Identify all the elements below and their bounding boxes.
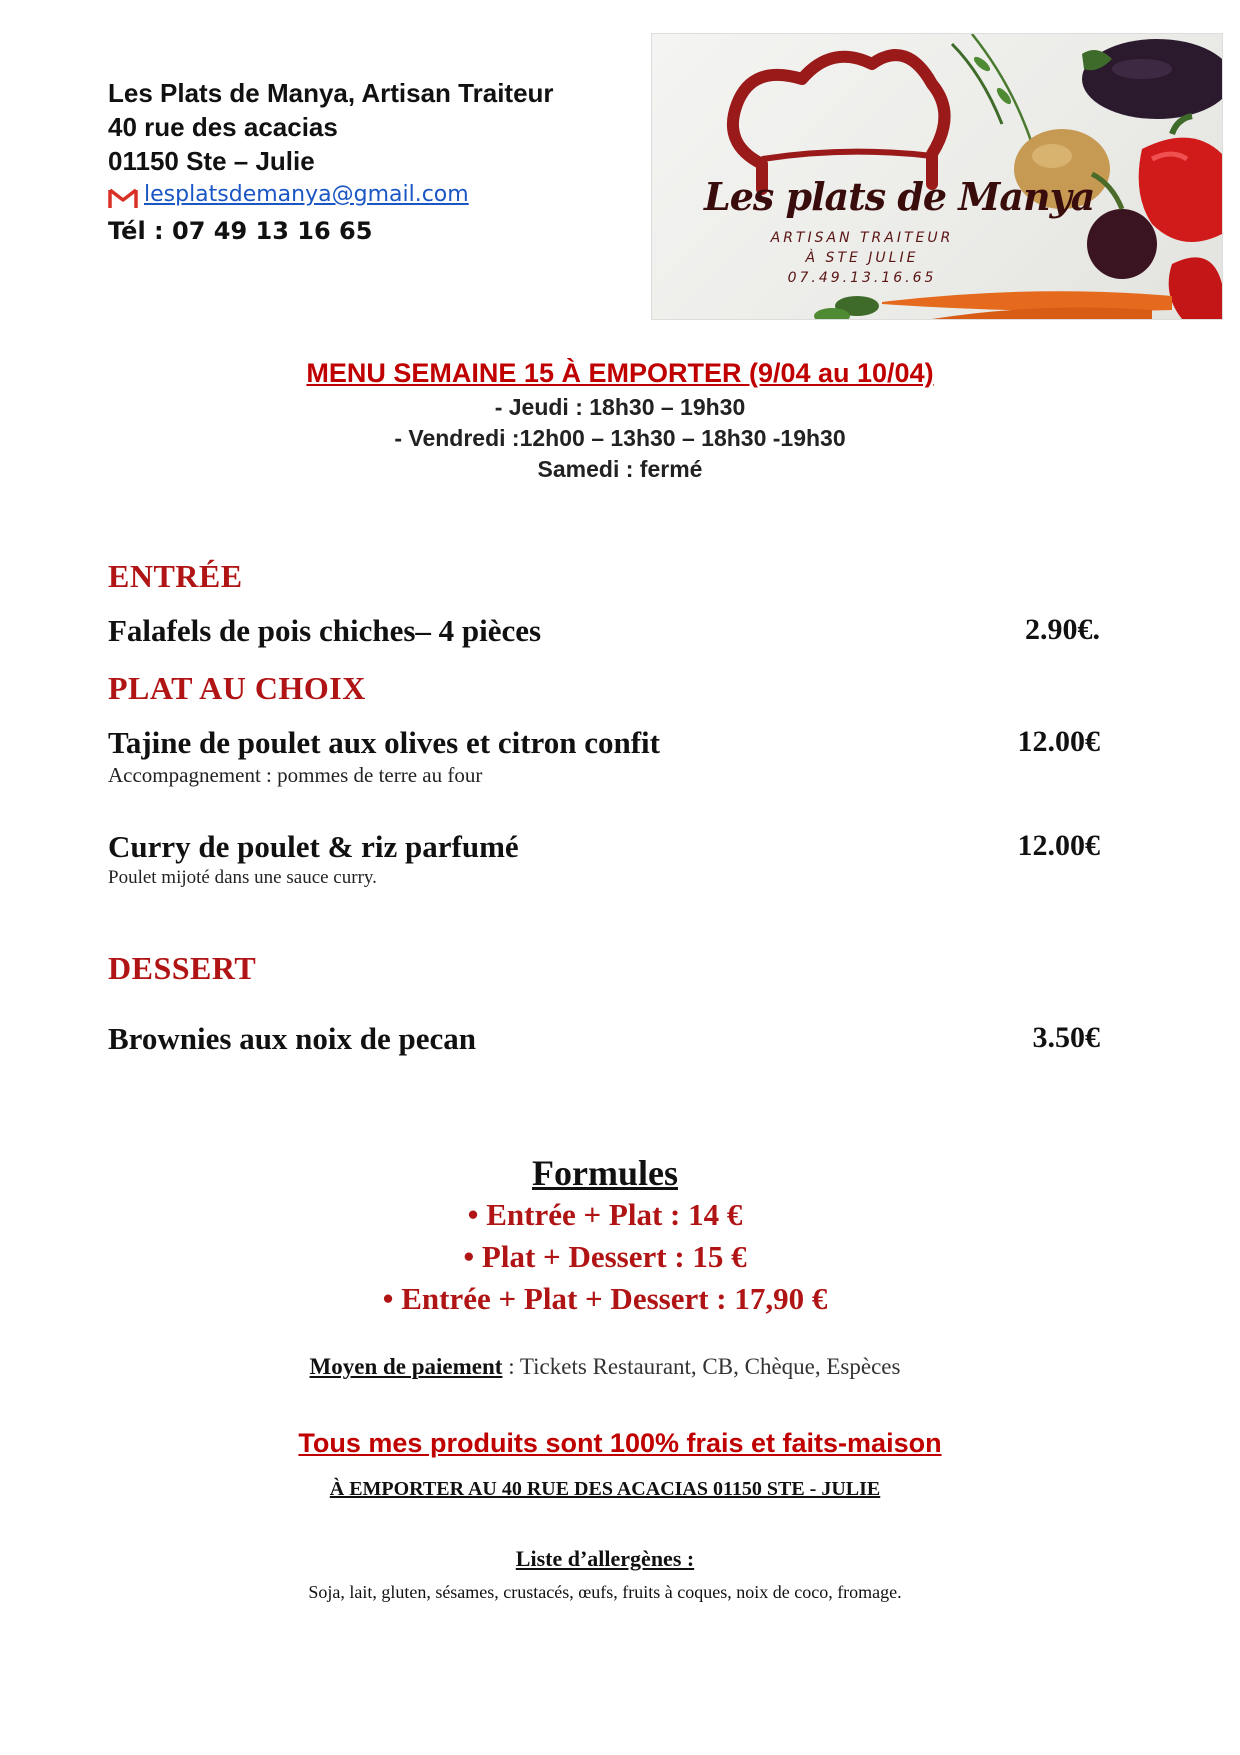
logo-subtitle-craft: ARTISAN TRAITEUR <box>770 230 954 246</box>
fresh-statement-text: Tous mes produits sont 100% frais et faits-maison <box>298 1428 942 1458</box>
plat-item-price-2: 12.00€ <box>1017 829 1100 862</box>
hours-thursday: - Jeudi : 18h30 – 19h30 <box>494 394 746 420</box>
email-link[interactable]: lesplatsdemanya@gmail.com <box>144 182 469 207</box>
allergens-title-text: Liste d’allergènes : <box>515 1546 695 1571</box>
section-title-plat: PLAT AU CHOIX <box>108 670 366 706</box>
logo-subtitle-location: À STE JULIE <box>805 250 919 266</box>
menu-title <box>0 358 1240 389</box>
dessert-item-price: 3.50€ <box>1032 1021 1100 1054</box>
entree-item-price: 2.90€. <box>1025 613 1100 646</box>
email-row <box>108 178 554 212</box>
allergens-list: Soja, lait, gluten, sésames, crustacés, œufs, fruits à coques, noix de coco, fromage. <box>308 1582 902 1602</box>
plat-item-name-1: Tajine de poulet aux olives et citron confit <box>108 725 660 760</box>
formule-entree-plat: • Entrée + Plat : 14 € <box>467 1197 743 1232</box>
plat-item-desc-1: Accompagnement : pommes de terre au four <box>108 763 483 787</box>
section-title-entree: ENTRÉE <box>108 558 243 594</box>
payment-value: : Tickets Restaurant, CB, Chèque, Espèces <box>502 1354 901 1379</box>
plat-item-name-2: Curry de poulet & riz parfumé <box>108 829 519 864</box>
formules-title-text: Formules <box>532 1153 678 1193</box>
dessert-item-name: Brownies aux noix de pecan <box>108 1021 477 1056</box>
section-title-dessert: DESSERT <box>108 950 257 986</box>
phone-number: Tél : 07 49 13 16 65 <box>108 217 373 245</box>
formules-title <box>0 1152 1210 1194</box>
hours-saturday: Samedi : fermé <box>537 456 703 482</box>
takeaway-address <box>0 1478 1210 1501</box>
takeaway-address-text: À EMPORTER AU 40 RUE DES ACACIAS 01150 STE - JULIE <box>329 1478 881 1500</box>
business-name: Les Plats de Manya, Artisan Traiteur <box>108 78 554 108</box>
hours-friday: - Vendredi :12h00 – 13h30 – 18h30 -19h30 <box>394 425 846 451</box>
payment-label: Moyen de paiement <box>309 1354 503 1379</box>
city-address: 01150 Ste – Julie <box>108 146 315 176</box>
contact-block <box>108 76 554 248</box>
logo-brand-name: Les plats de Manya <box>704 174 1095 219</box>
fresh-statement <box>0 1428 1240 1459</box>
plat-item-price-1: 12.00€ <box>1017 725 1100 758</box>
logo-subtitle-phone: 07.49.13.16.65 <box>787 270 937 286</box>
plat-item-desc-2: Poulet mijoté dans une sauce curry. <box>108 867 377 888</box>
formule-plat-dessert: • Plat + Dessert : 15 € <box>463 1239 747 1274</box>
gmail-icon <box>108 187 138 209</box>
formule-complete: • Entrée + Plat + Dessert : 17,90 € <box>382 1281 828 1316</box>
payment-methods <box>0 1354 1210 1380</box>
logo-banner <box>651 33 1223 320</box>
entree-item-name: Falafels de pois chiches– 4 pièces <box>108 613 542 648</box>
menu-title-text: MENU SEMAINE 15 À EMPORTER (9/04 au 10/04) <box>306 358 934 388</box>
street-address: 40 rue des acacias <box>108 112 338 142</box>
allergens-title <box>0 1546 1210 1572</box>
